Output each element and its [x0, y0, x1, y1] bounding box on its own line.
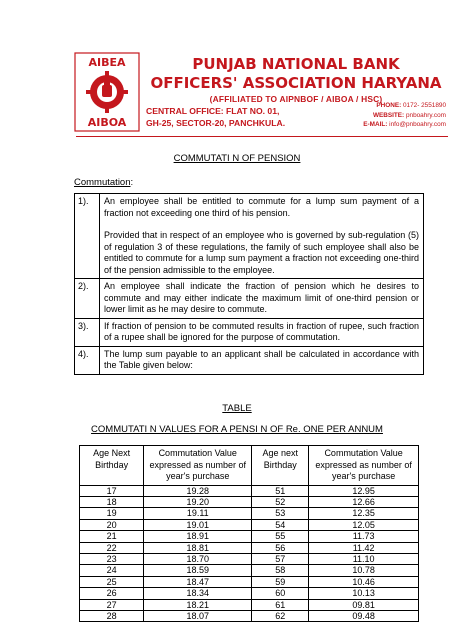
table-cell: 61 — [252, 599, 309, 610]
commutation-values-table — [79, 445, 419, 622]
table-cell: 10.46 — [309, 576, 419, 587]
clause-row — [75, 346, 424, 374]
table-row — [80, 610, 419, 621]
table-cell: 62 — [252, 610, 309, 621]
table-row — [80, 588, 419, 599]
column-header: Commutation Value expressed as number of year's purchase — [144, 446, 252, 486]
table-cell: 18.70 — [144, 553, 252, 564]
column-header: Commutation Value expressed as number of year's purchase — [309, 446, 419, 486]
table-row — [80, 553, 419, 564]
clause-paragraph: If fraction of pension to be commuted results in fraction of rupee, such fraction of a rupee shall be ignored for the purpose of commutation. — [104, 320, 419, 342]
clause-number: 1). — [75, 194, 100, 279]
table-cell: 51 — [252, 485, 309, 496]
column-header: Age Next Birthday — [80, 446, 144, 486]
association-logo — [74, 52, 140, 132]
letterhead-divider — [76, 136, 448, 137]
table-row — [80, 542, 419, 553]
organization-name — [146, 55, 446, 93]
table-cell: 53 — [252, 508, 309, 519]
table-cell: 55 — [252, 531, 309, 542]
table-cell: 18 — [80, 496, 144, 507]
org-name-line1: PUNJAB NATIONAL BANK — [192, 55, 400, 73]
table-cell: 10.13 — [309, 588, 419, 599]
table-row — [80, 576, 419, 587]
section-heading: Commutation: — [74, 177, 134, 188]
table-cell: 12.35 — [309, 508, 419, 519]
table-cell: 18.91 — [144, 531, 252, 542]
table-row — [80, 531, 419, 542]
table-row — [80, 508, 419, 519]
table-cell: 10.78 — [309, 565, 419, 576]
table-cell: 25 — [80, 576, 144, 587]
table-cell: 22 — [80, 542, 144, 553]
email-line: E-MAIL: info@pnboahry.com — [363, 121, 446, 128]
table-cell: 09.81 — [309, 599, 419, 610]
table-cell: 11.73 — [309, 531, 419, 542]
table-cell: 54 — [252, 519, 309, 530]
clause-paragraph: An employee shall be entitled to commute for a lump sum payment of a fraction not exceeding one third of his pension. — [104, 196, 419, 218]
table-cell: 18.21 — [144, 599, 252, 610]
table-row — [80, 496, 419, 507]
clauses-table — [74, 193, 424, 375]
org-name-line2: OFFICERS' ASSOCIATION HARYANA — [150, 74, 442, 92]
office-line2: GH-25, SECTOR-20, PANCHKULA. — [146, 117, 286, 128]
contact-info — [300, 101, 446, 130]
table-header-row — [80, 446, 419, 486]
table-cell: 18.59 — [144, 565, 252, 576]
clause-number: 3). — [75, 318, 100, 346]
table-cell: 17 — [80, 485, 144, 496]
table-cell: 28 — [80, 610, 144, 621]
logo-text-bottom: AIBOA — [87, 116, 127, 129]
table-cell: 09.48 — [309, 610, 419, 621]
office-line1: CENTRAL OFFICE: FLAT NO. 01, — [146, 106, 280, 116]
table-cell: 26 — [80, 588, 144, 599]
logo-text-top: AIBEA — [88, 56, 126, 69]
table-cell: 52 — [252, 496, 309, 507]
column-header: Age next Birthday — [252, 446, 309, 486]
table-cell: 11.10 — [309, 553, 419, 564]
clause-row — [75, 318, 424, 346]
table-cell: 12.95 — [309, 485, 419, 496]
table-cell: 18.81 — [144, 542, 252, 553]
table-cell: 12.66 — [309, 496, 419, 507]
table-cell: 24 — [80, 565, 144, 576]
clause-number: 2). — [75, 279, 100, 319]
table-cell: 12.05 — [309, 519, 419, 530]
clause-paragraph: The lump sum payable to an applicant shall be calculated in accordance with the Table given below: — [104, 348, 419, 370]
clause-paragraph: Provided that in respect of an employee who is governed by sub-regulation (5) of regulation 3 of these regulations, the family of such employee shall also be entitled to commute for a lump sum payment a fraction not exceeding one-third of the pension admissible to the employee. — [104, 230, 419, 275]
clause-paragraph: An employee shall indicate the fraction of pension which he desires to commute and may either indicate the maximum limit of one-third pension or lower limit as he may desire to commute. — [104, 281, 419, 314]
table-cell: 60 — [252, 588, 309, 599]
table-row — [80, 565, 419, 576]
table-cell: 18.34 — [144, 588, 252, 599]
clause-number: 4). — [75, 346, 100, 374]
clause-row — [75, 194, 424, 279]
table-row — [80, 519, 419, 530]
affiliation-line: (AFFILIATED TO AIPNBOF / AIBOA / HSC) — [209, 94, 383, 104]
table-cell: 23 — [80, 553, 144, 564]
phone-line: PHONE: 0172- 2551890 — [376, 102, 446, 109]
table-cell: 21 — [80, 531, 144, 542]
phone-number: 0172- 2551890 — [403, 102, 446, 109]
table-cell: 18.07 — [144, 610, 252, 621]
table-cell: 20 — [80, 519, 144, 530]
table-cell: 27 — [80, 599, 144, 610]
table-cell: 58 — [252, 565, 309, 576]
website-link[interactable]: pnboahry.com — [405, 111, 446, 119]
table-row — [80, 485, 419, 496]
table-caption: COMMUTATI N VALUES FOR A PENSI N OF Re. ONE PER ANNUM — [91, 424, 383, 435]
table-cell: 56 — [252, 542, 309, 553]
office-address — [146, 106, 306, 129]
table-cell: 59 — [252, 576, 309, 587]
table-cell: 57 — [252, 553, 309, 564]
table-cell: 19.28 — [144, 485, 252, 496]
table-cell: 19 — [80, 508, 144, 519]
table-cell: 18.47 — [144, 576, 252, 587]
website-line: WEBSITE: pnboahry.com — [372, 111, 446, 119]
table-label: TABLE — [222, 403, 252, 414]
table-cell: 19.01 — [144, 519, 252, 530]
table-row — [80, 599, 419, 610]
table-cell: 19.11 — [144, 508, 252, 519]
clause-row — [75, 279, 424, 319]
table-cell: 19.20 — [144, 496, 252, 507]
table-body — [80, 485, 419, 622]
document-title: COMMUTATI N OF PENSION — [173, 153, 301, 164]
table-cell: 11.42 — [309, 542, 419, 553]
email-link[interactable]: info@pnboahry.com — [389, 121, 446, 128]
